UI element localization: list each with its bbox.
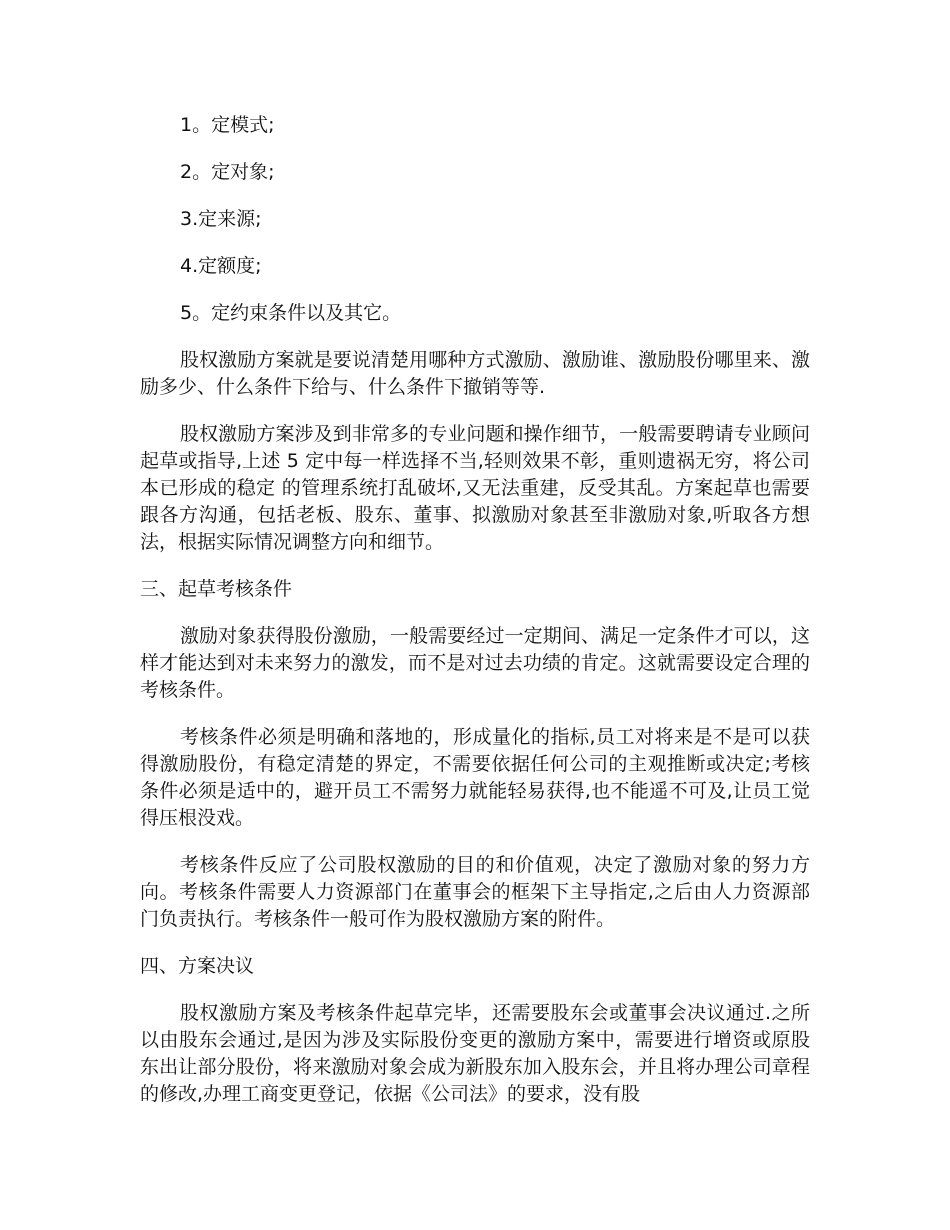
section-heading-assessment: 三、起草考核条件 (140, 578, 293, 600)
list-item-4: 4.定额度; (180, 255, 262, 277)
document-body (140, 112, 810, 1108)
section-heading-resolution: 四、方案决议 (140, 955, 255, 977)
list-item-5: 5。定约束条件以及其它。 (180, 302, 402, 324)
list-item-1: 1。定模式; (180, 114, 275, 136)
paragraph-plan-details: 股权激励方案涉及到非常多的专业问题和操作细节，一般需要聘请专业顾问起草或指导,上述 5 定中每一样选择不当,轻则效果不彰，重则遗祸无穷，将公司本已形成的稳定 的管理系统打乱破坏,又无法重建，反受其乱。方案起草也需要跟各方沟通，包括老板、股东、董事、拟激励对象甚至非激励对象,听取各方想法，根据实际情况调整方向和细节。 (140, 423, 810, 553)
paragraph-assessment-intro: 激励对象获得股份激励，一般需要经过一定期间、满足一定条件才可以，这样才能达到对未来努力的激发，而不是对过去功绩的肯定。这就需要设定合理的考核条件。 (140, 625, 810, 701)
paragraph-assessment-requirements: 考核条件必须是明确和落地的，形成量化的指标,员工对将来是不是可以获得激励股份，有稳定清楚的界定，不需要依据任何公司的主观推断或决定;考核条件必须是适中的，避开员工不需努力就能轻易获得,也不能遥不可及,让员工觉得压根没戏。 (140, 726, 810, 829)
paragraph-assessment-purpose: 考核条件反应了公司股权激励的目的和价值观，决定了激励对象的努力方向。考核条件需要人力资源部门在董事会的框架下主导指定,之后由人力资源部门负责执行。考核条件一般可作为股权激励方案的附件。 (140, 854, 810, 930)
paragraph-resolution: 股权激励方案及考核条件起草完毕，还需要股东会或董事会决议通过.之所以由股东会通过,是因为涉及实际股份变更的激励方案中，需要进行增资或原股东出让部分股份，将来激励对象会成为新股东加入股东会，并且将办理公司章程的修改,办理工商变更登记，依据《公司法》的要求，没有股 (140, 1002, 810, 1105)
list-item-3: 3.定来源; (180, 208, 262, 230)
list-item-2: 2。定对象; (180, 161, 275, 183)
paragraph-plan-definition: 股权激励方案就是要说清楚用哪种方式激励、激励谁、激励股份哪里来、激励多少、什么条件下给与、什么条件下撤销等等. (140, 349, 810, 398)
